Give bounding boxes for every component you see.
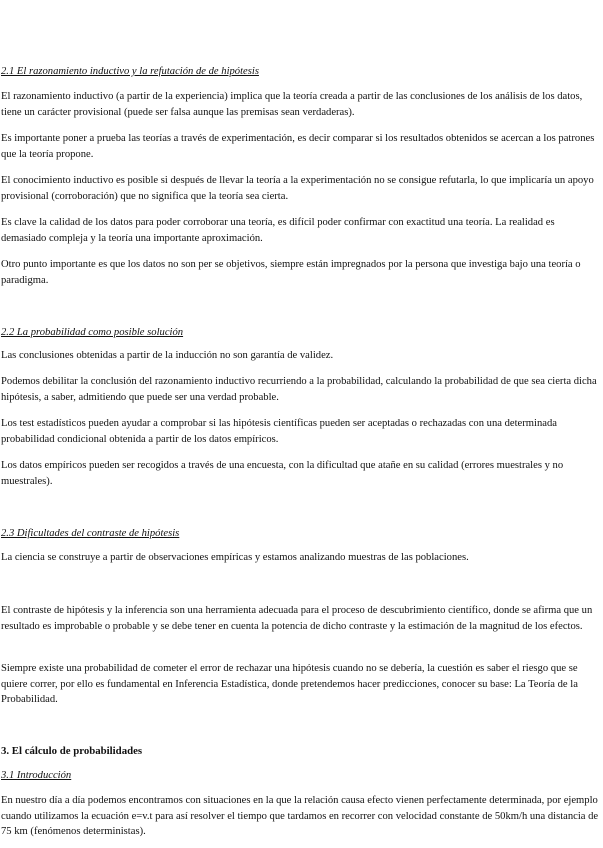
section-2-1-paragraph-2: Es importante poner a prueba las teorías a través de experimentación, es decir comparar si los resultados obtenidos se acercan a los patrones que la teoría propone. xyxy=(1,133,595,160)
section-2-3-paragraph-2: El contraste de hipótesis y la inferencia son una herramienta adecuada para el proceso de descubrimiento científico, donde se afirma que un resultado es improbable o probable y se debe tener en cuenta la potencia de dicho contraste y la estimación de la magnitud de los efectos. xyxy=(1,605,593,632)
section-2-1-paragraph-3: El conocimiento inductivo es posible si después de llevar la teoría a la experimentación no se consigue refutarla, lo que implicaría un apoyo provisional (corroboración) que no significa que la teoría sea cierta. xyxy=(1,175,594,202)
section-2-2-paragraph-4: Los datos empíricos pueden ser recogidos a través de una encuesta, con la dificultad que atañe en su calidad (errores muestrales y no muestrales). xyxy=(1,460,564,487)
section-2-3-paragraph-3: Siempre existe una probabilidad de cometer el error de rechazar una hipótesis cuando no se debería, la cuestión es saber el riesgo que se quiere correr, por ello es fundamental en Inferencia Estadística, donde pretendemos hacer predicciones, conocer su base: La Teoría de la Probabilidad. xyxy=(1,663,578,705)
section-2-1-heading: 2.1 El razonamiento inductivo y la refutación de de hipótesis xyxy=(1,66,259,77)
section-2-1-paragraph-1: El razonamiento inductivo (a partir de la experiencia) implica que la teoría creada a partir de las conclusiones de los análisis de los datos, tiene un carácter provisional (puede ser falsa aunque las premisas sean verdaderas). xyxy=(1,91,583,118)
section-2-2-paragraph-2: Podemos debilitar la conclusión del razonamiento inductivo recurriendo a la probabilidad, calculando la probabilidad de que sea cierta dicha hipótesis, a saber, admitiendo que puede ser una verdad probable. xyxy=(1,376,597,403)
section-2-3-heading: 2.3 Dificultades del contraste de hipótesis xyxy=(1,528,180,539)
section-2-3-paragraph-1: La ciencia se construye a partir de observaciones empíricas y estamos analizando muestras de las poblaciones. xyxy=(1,552,469,563)
section-3-1-heading: 3.1 Introducción xyxy=(1,770,72,781)
section-3-1-paragraph-1: En nuestro día a día podemos encontramos con situaciones en la que la relación causa efecto vienen perfectamente determinada, por ejemplo cuando utilizamos la ecuación e=v.t para así resolver el tiempo que tardamos en recorrer con velocidad constante de 50km/h una distancia de 75 km (fenómenos deterministas). xyxy=(1,795,599,837)
section-2-1-paragraph-4: Es clave la calidad de los datos para poder corroborar una teoría, es difícil poder confirmar con exactitud una teoría. La realidad es demasiado compleja y la teoría una importante aproximación. xyxy=(1,217,555,244)
section-2-2-heading: 2.2 La probabilidad como posible solución xyxy=(1,327,184,338)
section-2-1-paragraph-5: Otro punto importante es que los datos no son per se objetivos, siempre están impregnados por la persona que investiga bajo una teoría o paradigma. xyxy=(1,259,581,286)
section-2-2-paragraph-1: Las conclusiones obtenidas a partir de la inducción no son garantía de validez. xyxy=(1,350,334,361)
chapter-3-title: 3. El cálculo de probabilidades xyxy=(1,745,143,757)
section-2-2-paragraph-3: Los test estadísticos pueden ayudar a comprobar si las hipótesis científicas pueden ser aceptadas o rechazadas con una determinada probabilidad condicional obtenida a partir de los datos empíricos. xyxy=(1,418,557,445)
